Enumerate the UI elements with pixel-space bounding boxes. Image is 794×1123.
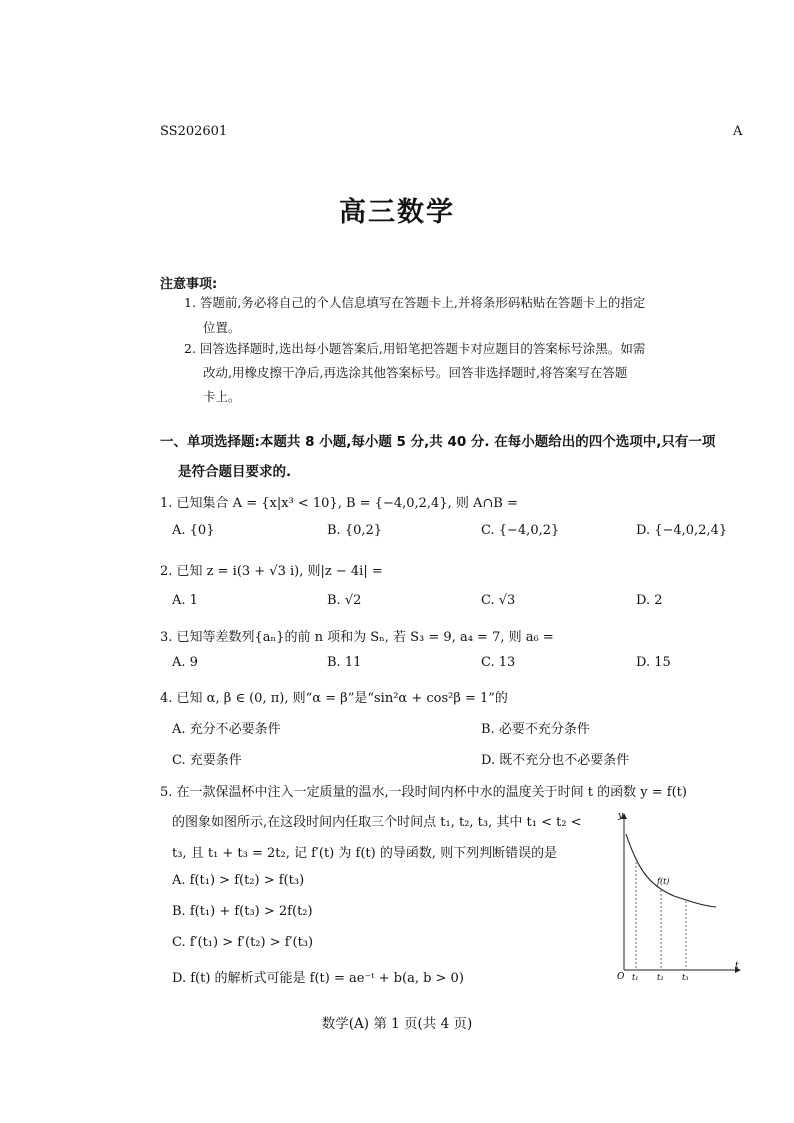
question-5-stem-line-1: 5. 在一款保温杯中注入一定质量的温水,一段时间内杯中水的温度关于时间 t 的函数 y = f(t) [160,785,687,800]
question-2-option-b: B. √2 [327,593,362,608]
question-3-option-a: A. 9 [172,655,198,670]
notice-item-2-line-2: 改动,用橡皮擦干净后,再选涂其他答案标号。回答非选择题时,将答案写在答题 [203,365,628,380]
question-1-stem: 1. 已知集合 A = {x|x³ < 10}, B = {−4,0,2,4}, 则 A∩B = [160,496,518,511]
notice-heading: 注意事项: [160,277,218,292]
question-5-option-c: C. f′(t₁) > f′(t₂) > f′(t₃) [172,935,314,950]
question-3-option-b: B. 11 [327,655,362,670]
question-3-stem: 3. 已知等差数列{aₙ}的前 n 项和为 Sₙ, 若 S₃ = 9, a₄ = 7, 则 a₆ = [160,630,554,645]
question-4-option-b: B. 必要不充分条件 [481,722,590,737]
question-5-option-b: B. f(t₁) + f(t₃) > 2f(t₂) [172,904,313,919]
question-2-option-d: D. 2 [636,593,663,608]
notice-item-1-line-1: 1. 答题前,务必将自己的个人信息填写在答题卡上,并将条形码粘贴在答题卡上的指定 [184,295,646,310]
question-1-option-b: B. {0,2} [327,523,383,538]
question-1-option-c: C. {−4,0,2} [481,523,560,538]
question-5-stem-line-3: t₃, 且 t₁ + t₃ = 2t₂, 记 f′(t) 为 f(t) 的导函数, 则下列判断错误的是 [172,846,558,861]
question-3-option-c: C. 13 [481,655,516,670]
question-4-option-c: C. 充要条件 [172,753,242,768]
question-4-option-a: A. 充分不必要条件 [172,722,281,737]
question-5-stem-line-2: 的图象如图所示,在这段时间内任取三个时间点 t₁, t₂, t₃, 其中 t₁ < t₂ < [172,815,582,830]
y-axis-label: y [618,811,624,821]
curve-f [626,834,716,907]
notice-item-2-line-1: 2. 回答选择题时,选出每小题答案后,用铅笔把答题卡对应题目的答案标号涂黑。如需 [184,341,646,356]
question-4-option-d: D. 既不充分也不必要条件 [481,753,630,768]
question-2-stem: 2. 已知 z = i(3 + √3 i), 则|z − 4i| = [160,564,383,579]
question-4-stem: 4. 已知 α, β ∈ (0, π), 则“α = β”是“sin²α + cos²β = 1”的 [160,691,508,706]
question-5-option-d: D. f(t) 的解析式可能是 f(t) = ae⁻ᵗ + b(a, b > 0) [172,971,464,986]
notice-item-1-line-2: 位置。 [203,320,241,335]
paper-version: A [733,124,743,139]
section-heading-line-1: 一、单项选择题:本题共 8 小题,每小题 5 分,共 40 分. 在每小题给出的四个选项中,只有一项 [160,434,716,450]
section-heading-line-2: 是符合题目要求的. [178,464,292,480]
page-footer: 数学(A) 第 1 页(共 4 页) [321,1016,473,1032]
paper-code: SS202601 [160,124,228,139]
tick-t3: t₃ [682,973,689,982]
question-3-option-d: D. 15 [636,655,671,670]
question-2-option-c: C. √3 [481,593,516,608]
question-1-option-a: A. {0} [172,523,215,538]
tick-t2: t₂ [657,973,664,982]
page-title: 高三数学 [339,197,455,228]
question-5-option-a: A. f(t₁) > f(t₂) > f(t₃) [172,873,305,888]
curve-label: f(t) [657,877,670,886]
tick-t1: t₁ [632,973,639,982]
notice-item-2-line-3: 卡上。 [203,389,241,404]
temperature-graph [604,806,744,986]
question-2-option-a: A. 1 [172,593,198,608]
question-1-option-d: D. {−4,0,2,4} [636,523,728,538]
origin-label: O [617,972,625,982]
x-axis-label: t [735,961,739,971]
